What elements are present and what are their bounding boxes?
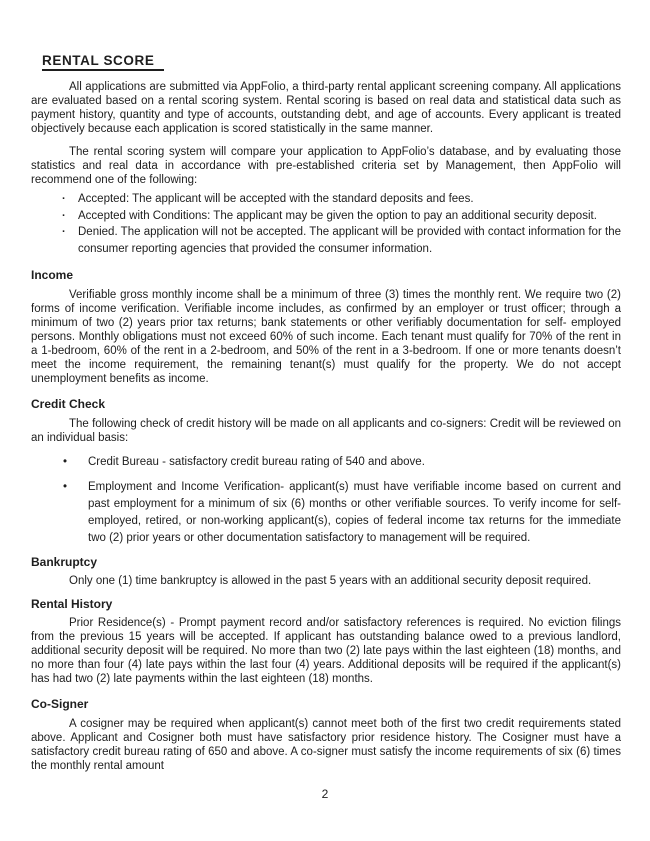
bullet-icon: · — [62, 209, 66, 222]
list-item-text: Credit Bureau - satisfactory credit bureau rating of 540 and above. — [88, 456, 425, 468]
co-signer-paragraph: A cosigner may be required when applicant(s) cannot meet both of the first two credit requirements stated above. Applicant and Cosigner both must have satisfactory prior residence history. The Cosigner must have a satisfactory credit bureau rating of 650 and above. A co-signer must satisfy the income requirements of six (6) times the monthly rental amount — [31, 718, 621, 772]
credit-check-intro-paragraph: The following check of credit history will be made on all applicants and co-signers: Credit will be reviewed on an individual basis: — [31, 418, 621, 444]
bullet-icon: • — [63, 456, 68, 468]
credit-check-list — [63, 454, 621, 547]
list-item-text: Accepted: The applicant will be accepted with the standard deposits and fees. — [78, 193, 474, 205]
intro-paragraph-1: All applications are submitted via AppFolio, a third-party rental applicant screening company. All applications are evaluated based on a rental scoring system. Rental scoring is based on real data and statistical data such as payment history, quantity and type of accounts, outstanding debt, and age of accounts. Every applicant is treated objectively because each application is scored statistically in the same manner. — [31, 81, 621, 135]
page-number: 2 — [321, 787, 329, 801]
list-item — [63, 479, 621, 547]
list-item — [62, 191, 621, 208]
list-item — [62, 224, 621, 257]
section-heading-bankruptcy: Bankruptcy — [31, 555, 98, 569]
rental-history-paragraph: Prior Residence(s) - Prompt payment record and/or satisfactory references is required. No eviction filings from the previous 15 years will be accepted. If applicant has outstanding balance owed to a previous landlord, additional security deposit will be required. No more than two (2) late pays within the last eighteen (18) months, and no more than four (4) late pays within the last four (4) years. Additional deposits will be required if the applicant(s) has had two (2) late payments within the last eighteen (18) months. — [31, 617, 621, 685]
list-item-text: Denied. The application will not be accepted. The applicant will be provided with contact information for the consumer reporting agencies that provided the consumer information. — [78, 226, 621, 255]
bullet-icon: · — [62, 226, 66, 238]
list-item — [63, 454, 621, 471]
list-item-text: Employment and Income Verification- applicant(s) must have verifiable income based on current and past employment for a minimum of six (6) months or other verifiable sources. To verify income for self-employed, retired, or non-working applicant(s), copies of federal income tax returns for the immediate two (2) prior years or other documentation satisfactory to management will be required. — [88, 481, 621, 544]
list-item-text: Accepted with Conditions: The applicant may be given the option to pay an additional security deposit. — [78, 209, 597, 222]
bullet-icon: • — [63, 481, 68, 493]
income-paragraph: Verifiable gross monthly income shall be a minimum of three (3) times the monthly rent. We require two (2) forms of income verification. Verifiable income includes, as confirmed by an employer or trust officer; through a minimum of two (2) years prior tax returns; bank statements or other verifiably documentation for self- employed persons. Monthly obligations must not exceed 60% of such income. Each tenant must qualify for 70% of the rent in a 1-bedroom, 60% of the rent in a 2-bedroom, and 50% of the rent in a 3-bedroom. If one or more tenants doesn’t meet the income requirement, the remaining tenant(s) must qualify for the property. We do not accept unemployment benefits as income. — [31, 289, 621, 385]
section-heading-credit-check: Credit Check — [31, 397, 106, 411]
bullet-icon: · — [62, 193, 66, 205]
bankruptcy-paragraph: Only one (1) time bankruptcy is allowed in the past 5 years with an additional security deposit required. — [69, 575, 592, 587]
section-heading-income: Income — [31, 268, 74, 282]
recommendation-list — [62, 191, 621, 257]
section-heading-rental-history: Rental History — [31, 597, 113, 611]
section-heading-co-signer: Co-Signer — [31, 697, 89, 711]
page-title: RENTAL SCORE — [42, 53, 164, 71]
intro-paragraph-2: The rental scoring system will compare your application to AppFolio’s database, and by evaluating those statistics and real data in accordance with pre-established criteria set by Management, then AppFolio will recommend one of the following: — [31, 146, 621, 186]
list-item — [62, 208, 621, 225]
